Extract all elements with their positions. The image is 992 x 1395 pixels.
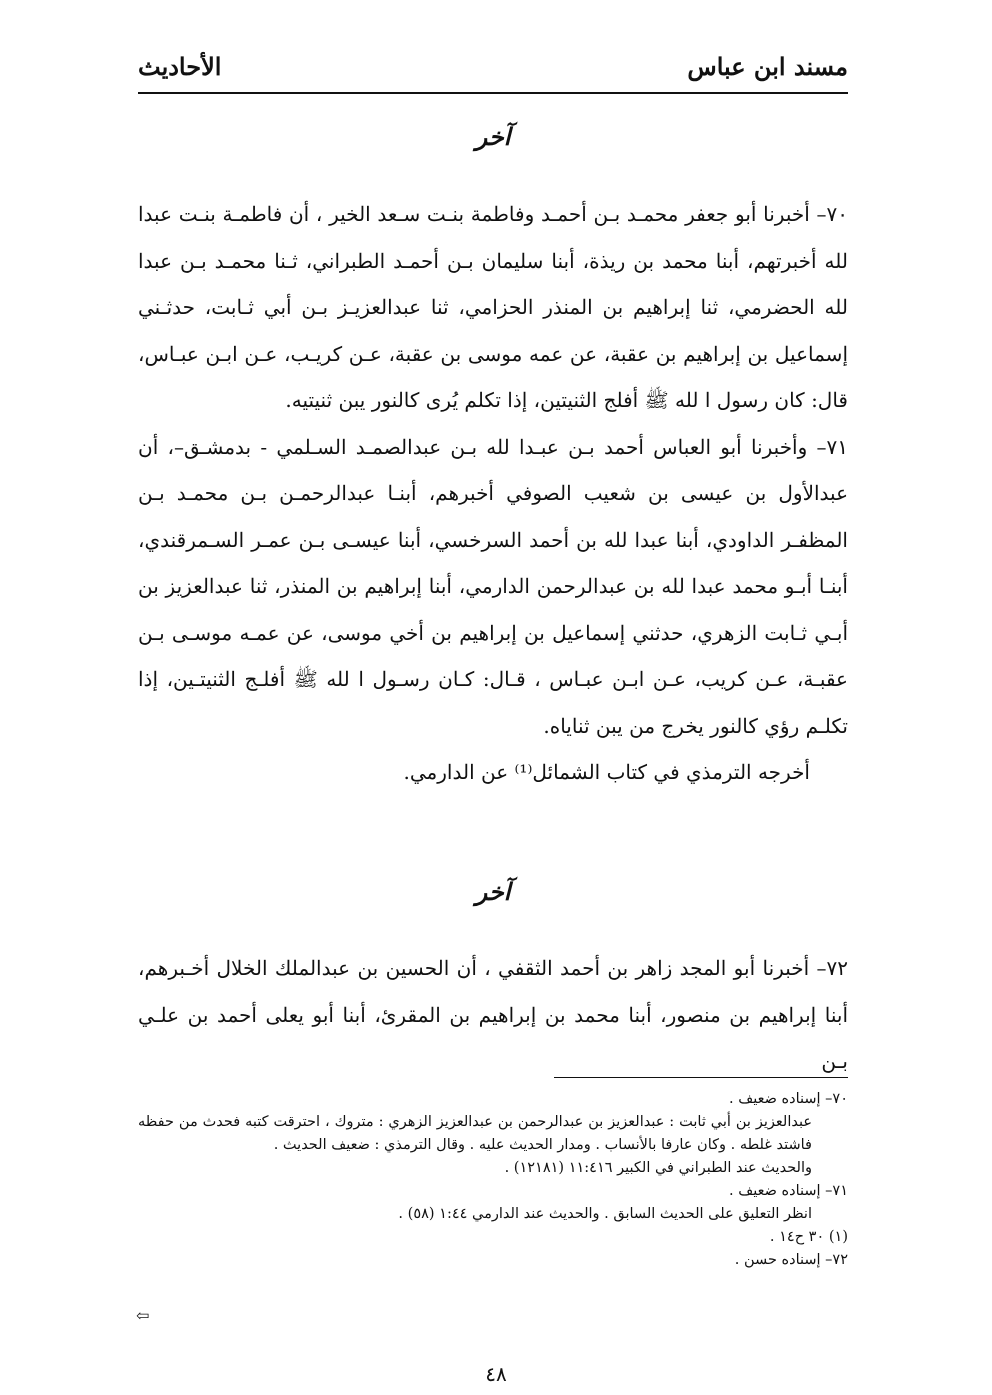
continue-arrow-icon: ⇦: [136, 1306, 150, 1325]
hadith-block-2: [138, 945, 848, 1085]
page-number: ٤٨: [485, 1362, 507, 1386]
footnote-70-narrator: عبدالعزيز بن أبي ثابت : عبدالعزيز بن عبدالرحمن بن عبدالعزيز الزهري : متروك ، احترقت كتبه فحدث من حفظه فاشتد غلطه . وكان عارفا بالأنساب . ومدار الحديث عليه . وقال الترمذي : ضعيف الحديث .: [138, 1114, 812, 1153]
footnotes: [138, 1088, 848, 1272]
footnote-1-ref: (١) ٣٠ ح١٤ .: [769, 1229, 848, 1245]
footnote-70-source: والحديث عند الطبراني في الكبير ١١:٤١٦ (١٢١٨١) .: [504, 1160, 812, 1176]
takhrij-note: أخرجه الترمذي في كتاب الشمائل⁽¹⁾ عن الدارمي.: [403, 760, 810, 784]
hadith-70: ٧٠– أخبرنا أبو جعفر محمـد بـن أحمـد وفاطمة بنـت سـعد الخير ، أن فاطمـة بنـت عبدا لله أخبرتهم، أبنا محمد بن ريذة، أبنا سليمان بـن أحمـد الطبراني، ثـنا محمـد بـن عبدا لله الحضرمي، ثنا إبراهيم بن المنذر الحزامي، ثنا عبدالعزيـز بـن أبي ثـابت، حدثـني إسماعيل بن إبراهيم بن عقبة، عن عمه موسى بن عقبة، عـن كريـب، عـن ابـن عبـاس، قال: كان رسول ا لله ﷺ أفلج الثنيتين، إذا تكلم يُرى كالنور يبن ثنيتيه.: [138, 202, 848, 412]
section-title: الأحاديث: [138, 52, 222, 81]
subheading-akhar-1: آخر: [475, 122, 511, 151]
footnote-72-grade: ٧٢– إسناده حسن .: [734, 1252, 848, 1268]
footnote-71-grade: ٧١– إسناده ضعيف .: [729, 1183, 848, 1199]
subheading-akhar-2: آخر: [475, 877, 511, 906]
running-header: [138, 48, 848, 94]
footnote-70-grade: ٧٠– إسناده ضعيف .: [729, 1091, 848, 1107]
hadith-71: ٧١– وأخبرنا أبو العباس أحمد بـن عبـدا لله بـن عبدالصمـد السـلمي - بدمشـق–، أن عبدالأول بن عيسى بن شعيب الصوفي أخبرهم، أبنـا عبدالرحمـن بـن محمـد بـن المظفـر الداودي، أبنا عبدا لله بن أحمد السرخسي، أبنا عيسـى بـن عمـر السـمرقندي، أبنـا أبـو محمد عبدا لله بن عبدالرحمن الدارمي، أبنا إبراهيم بن المنذر، ثنا عبدالعزيز بن أبـي ثـابت الزهري، حدثني إسماعيل بن إبراهيم بن أخي موسى، عن عمـه موسـى بـن عقبـة، عـن كريب، عـن ابـن عبـاس ، قـال: كـان رسـول ا لله ﷺ أفلـج الثنيتـين، إذا تكلـم رؤي كالنور يخرج من يبن ثناياه.: [138, 434, 848, 738]
hadith-block-1: [138, 191, 848, 796]
footnote-71-source: انظر التعليق على الحديث السابق . والحديث عند الدارمي ١:٤٤ (٥٨) .: [398, 1206, 812, 1222]
book-title: مسند ابن عباس: [687, 52, 848, 81]
footnote-separator: [554, 1077, 848, 1078]
hadith-72: ٧٢– أخبرنا أبو المجد زاهر بن أحمد الثقفي ، أن الحسين بن عبدالملك الخلال أخـبرهم، أبنا إبراهيم بن منصور، أبنا محمد بن إبراهيم بن المقرئ، أبنا أبو يعلى أحمد بن علـي بـن: [138, 956, 848, 1073]
